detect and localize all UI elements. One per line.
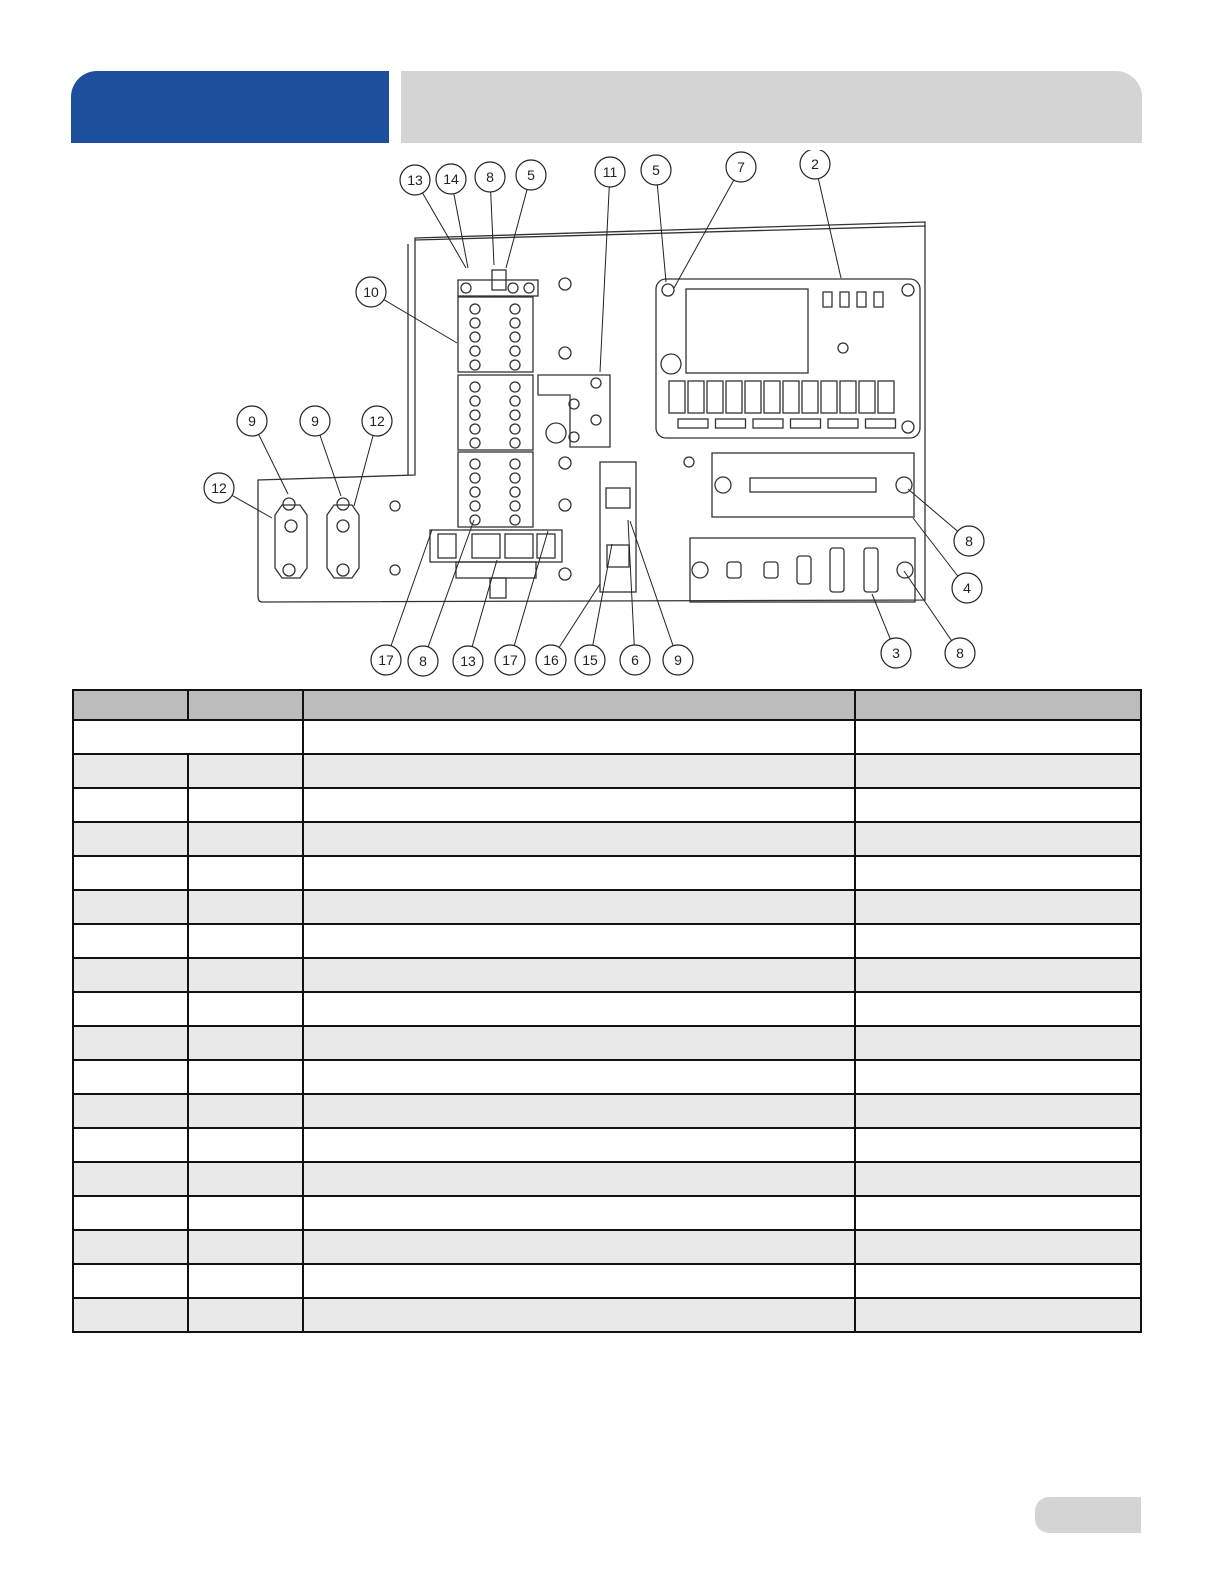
table-row	[73, 720, 1141, 754]
table-cell	[73, 1196, 188, 1230]
table-row	[73, 1298, 1141, 1332]
table-cell	[855, 1060, 1141, 1094]
callout-label: 16	[543, 652, 559, 668]
table-cell	[73, 1094, 188, 1128]
table-row	[73, 958, 1141, 992]
table-cell	[303, 1162, 855, 1196]
table-cell	[73, 1230, 188, 1264]
table-cell	[303, 1264, 855, 1298]
table-cell	[855, 1264, 1141, 1298]
fuse-block-3	[690, 538, 915, 602]
table-cell	[855, 1298, 1141, 1332]
table-cell	[188, 856, 303, 890]
callout-label: 9	[311, 413, 319, 429]
table-cell	[855, 1128, 1141, 1162]
table-cell	[855, 924, 1141, 958]
table-cell	[188, 890, 303, 924]
table-row	[73, 856, 1141, 890]
table-row	[73, 924, 1141, 958]
table-row	[73, 822, 1141, 856]
table-cell	[303, 1094, 855, 1128]
column-header	[855, 690, 1141, 720]
callout-label: 3	[892, 645, 900, 661]
table-cell	[855, 856, 1141, 890]
table-cell	[303, 958, 855, 992]
table-cell	[303, 992, 855, 1026]
table-cell	[855, 720, 1141, 754]
table-cell	[73, 754, 188, 788]
table-row	[73, 1230, 1141, 1264]
table-cell	[73, 788, 188, 822]
table-row	[73, 890, 1141, 924]
table-cell	[73, 1264, 188, 1298]
table-cell	[855, 958, 1141, 992]
callout-leader	[386, 530, 432, 660]
table-cell	[855, 1026, 1141, 1060]
column-header	[188, 690, 303, 720]
table-row	[73, 1094, 1141, 1128]
table-cell	[855, 992, 1141, 1026]
table-cell	[303, 1026, 855, 1060]
table-cell	[188, 754, 303, 788]
callout-label: 6	[631, 652, 639, 668]
terminal-block-column	[456, 270, 538, 598]
table-cell	[303, 1060, 855, 1094]
callout-leader	[656, 170, 666, 282]
callout-label: 14	[443, 171, 459, 187]
callout-leader	[600, 172, 610, 372]
callout-label: 7	[737, 159, 745, 175]
din-rail-bottom	[430, 530, 562, 562]
section-title-bar	[401, 71, 1142, 143]
table-cell	[855, 1196, 1141, 1230]
table-cell	[855, 1094, 1141, 1128]
table-row	[73, 1128, 1141, 1162]
table-cell	[303, 788, 855, 822]
table-cell	[73, 856, 188, 890]
page-number-tab	[1035, 1497, 1141, 1533]
table-cell	[855, 788, 1141, 822]
contactor-11	[538, 375, 610, 447]
section-header-tab	[71, 71, 389, 143]
table-row	[73, 1264, 1141, 1298]
callout-leader	[630, 521, 678, 660]
callout-label: 13	[407, 172, 423, 188]
table-cell	[188, 822, 303, 856]
table-cell	[73, 822, 188, 856]
callout-label: 9	[248, 413, 256, 429]
table-row	[73, 788, 1141, 822]
callout-label: 5	[652, 162, 660, 178]
callout-leader	[815, 164, 841, 278]
terminal-strip-4	[712, 453, 914, 517]
table-header-row	[73, 690, 1141, 720]
column-header	[73, 690, 188, 720]
table-cell	[303, 856, 855, 890]
table-row	[73, 1196, 1141, 1230]
table-cell	[73, 1026, 188, 1060]
table-cell	[73, 890, 188, 924]
table-cell	[855, 1230, 1141, 1264]
table-row	[73, 1026, 1141, 1060]
callout-label: 2	[811, 156, 819, 172]
callout-label: 8	[486, 169, 494, 185]
table-cell	[73, 1060, 188, 1094]
table-cell	[303, 1196, 855, 1230]
mounting-holes	[390, 278, 694, 580]
callout-label: 8	[965, 533, 973, 549]
callout-label: 5	[527, 167, 535, 183]
table-cell	[303, 720, 855, 754]
callout-label: 12	[369, 413, 385, 429]
callout-label: 12	[211, 480, 227, 496]
table-cell	[855, 1162, 1141, 1196]
callout-label: 9	[674, 652, 682, 668]
table-cell	[188, 1128, 303, 1162]
parts-table	[72, 689, 1142, 1333]
column-header	[303, 690, 855, 720]
table-cell	[188, 992, 303, 1026]
table-cell	[188, 1298, 303, 1332]
table-cell	[188, 1094, 303, 1128]
table-cell	[855, 754, 1141, 788]
callout-label: 4	[963, 580, 971, 596]
callout-leader	[468, 560, 497, 661]
table-cell	[188, 1196, 303, 1230]
table-cell	[303, 754, 855, 788]
callout-leader	[628, 520, 635, 660]
callout-label: 17	[378, 652, 394, 668]
table-cell	[303, 1128, 855, 1162]
table-cell	[188, 958, 303, 992]
table-cell	[73, 720, 303, 754]
electrical-panel-diagram	[0, 150, 1224, 685]
table-cell	[73, 1298, 188, 1332]
callout-label: 8	[956, 645, 964, 661]
table-cell	[188, 1060, 303, 1094]
table-cell	[188, 1026, 303, 1060]
relay-socket-right	[327, 498, 359, 578]
table-cell	[855, 822, 1141, 856]
callout-leader	[510, 531, 548, 660]
callout-label: 10	[363, 284, 379, 300]
table-row	[73, 1060, 1141, 1094]
table-cell	[855, 890, 1141, 924]
callout-label: 15	[582, 652, 598, 668]
table-cell	[188, 1162, 303, 1196]
table-cell	[73, 924, 188, 958]
table-row	[73, 992, 1141, 1026]
table-row	[73, 754, 1141, 788]
callout-label: 8	[419, 653, 427, 669]
table-cell	[188, 788, 303, 822]
table-cell	[73, 1128, 188, 1162]
table-cell	[303, 1230, 855, 1264]
control-board	[656, 279, 920, 438]
table-cell	[73, 958, 188, 992]
table-cell	[303, 924, 855, 958]
table-cell	[188, 924, 303, 958]
table-cell	[303, 890, 855, 924]
callout-label: 17	[502, 652, 518, 668]
table-cell	[188, 1264, 303, 1298]
callout-label: 11	[602, 164, 618, 180]
table-cell	[303, 822, 855, 856]
table-row	[73, 1162, 1141, 1196]
table-cell	[73, 1162, 188, 1196]
callout-leader	[590, 544, 612, 660]
relay-socket-left	[275, 498, 307, 578]
callout-label: 13	[460, 653, 476, 669]
table-cell	[73, 992, 188, 1026]
table-cell	[303, 1298, 855, 1332]
table-cell	[188, 1230, 303, 1264]
